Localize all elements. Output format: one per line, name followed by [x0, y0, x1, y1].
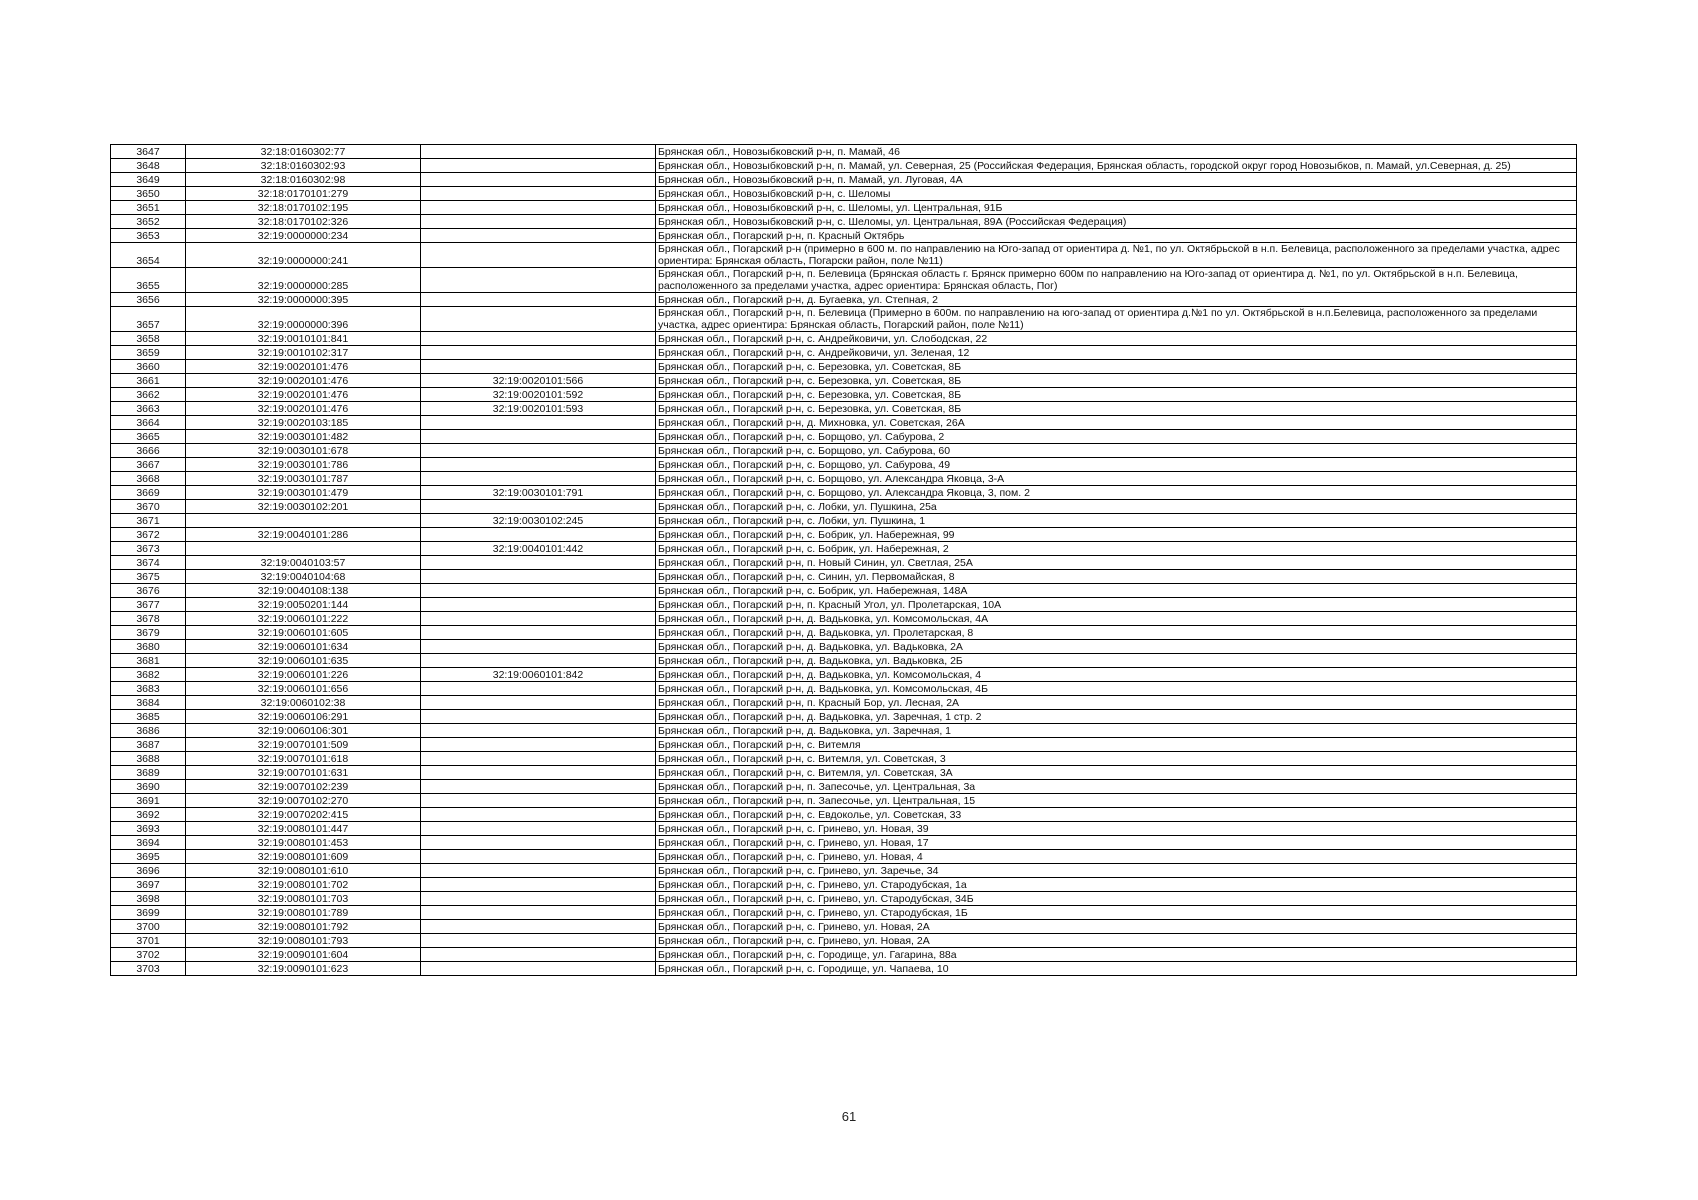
cadastral-number-cell: 32:18:0170101:279 — [186, 187, 421, 201]
table-row — [111, 173, 1577, 187]
address-cell: Брянская обл., Погарский р-н, п. Красный Угол, ул. Пролетарская, 10А — [656, 598, 1577, 612]
row-number-cell: 3677 — [111, 598, 186, 612]
table-row — [111, 640, 1577, 654]
cadastral-number-cell: 32:19:0000000:396 — [186, 307, 421, 332]
address-cell: Брянская обл., Погарский р-н, с. Витемля, ул. Советская, 3 — [656, 752, 1577, 766]
address-cell: Брянская обл., Погарский р-н, с. Березовка, ул. Советская, 8Б — [656, 388, 1577, 402]
cadastral-number-cell: 32:19:0020101:476 — [186, 388, 421, 402]
related-cadastral-number-cell — [421, 416, 656, 430]
cadastral-number-cell: 32:19:0090101:623 — [186, 962, 421, 976]
row-number-cell: 3648 — [111, 159, 186, 173]
table-row — [111, 360, 1577, 374]
address-cell: Брянская обл., Погарский р-н, с. Борщово, ул. Сабурова, 60 — [656, 444, 1577, 458]
table-row — [111, 556, 1577, 570]
table-row — [111, 668, 1577, 682]
row-number-cell: 3662 — [111, 388, 186, 402]
table-row — [111, 892, 1577, 906]
cadastral-number-cell: 32:19:0080101:792 — [186, 920, 421, 934]
related-cadastral-number-cell — [421, 682, 656, 696]
related-cadastral-number-cell: 32:19:0060101:842 — [421, 668, 656, 682]
address-cell: Брянская обл., Погарский р-н, д. Вадьковка, ул. Комсомольская, 4 — [656, 668, 1577, 682]
cadastral-number-cell: 32:19:0060106:291 — [186, 710, 421, 724]
address-cell: Брянская обл., Погарский р-н, с. Лобки, ул. Пушкина, 25а — [656, 500, 1577, 514]
address-cell: Брянская обл., Погарский р-н, с. Городище, ул. Чапаева, 10 — [656, 962, 1577, 976]
related-cadastral-number-cell: 32:19:0020101:593 — [421, 402, 656, 416]
table-row — [111, 864, 1577, 878]
address-cell: Брянская обл., Погарский р-н, с. Витемля, ул. Советская, 3А — [656, 766, 1577, 780]
table-row — [111, 416, 1577, 430]
cadastral-number-cell: 32:19:0090101:604 — [186, 948, 421, 962]
table-row — [111, 808, 1577, 822]
cadastral-number-cell: 32:19:0070102:239 — [186, 780, 421, 794]
table-row — [111, 229, 1577, 243]
cadastral-number-cell: 32:19:0040103:57 — [186, 556, 421, 570]
related-cadastral-number-cell — [421, 626, 656, 640]
row-number-cell: 3657 — [111, 307, 186, 332]
cadastral-number-cell: 32:19:0000000:241 — [186, 243, 421, 268]
cadastral-number-cell: 32:18:0160302:77 — [186, 145, 421, 159]
cadastral-number-cell: 32:19:0020101:476 — [186, 374, 421, 388]
related-cadastral-number-cell — [421, 850, 656, 864]
row-number-cell: 3679 — [111, 626, 186, 640]
cadastral-number-cell — [186, 514, 421, 528]
related-cadastral-number-cell — [421, 229, 656, 243]
cadastral-number-cell: 32:19:0080101:789 — [186, 906, 421, 920]
table-row — [111, 514, 1577, 528]
row-number-cell: 3696 — [111, 864, 186, 878]
row-number-cell: 3671 — [111, 514, 186, 528]
cadastral-number-cell: 32:19:0080101:702 — [186, 878, 421, 892]
table-row — [111, 458, 1577, 472]
row-number-cell: 3665 — [111, 430, 186, 444]
table-row — [111, 752, 1577, 766]
row-number-cell: 3674 — [111, 556, 186, 570]
related-cadastral-number-cell — [421, 201, 656, 215]
row-number-cell: 3673 — [111, 542, 186, 556]
cadastral-number-cell: 32:19:0020101:476 — [186, 360, 421, 374]
table-row — [111, 626, 1577, 640]
cadastral-number-cell: 32:19:0080101:703 — [186, 892, 421, 906]
row-number-cell: 3694 — [111, 836, 186, 850]
address-cell: Брянская обл., Новозыбковский р-н, с. Шеломы, ул. Центральная, 91Б — [656, 201, 1577, 215]
row-number-cell: 3654 — [111, 243, 186, 268]
cadastral-number-cell: 32:19:0070202:415 — [186, 808, 421, 822]
cadastral-number-cell: 32:19:0070101:631 — [186, 766, 421, 780]
table-row — [111, 836, 1577, 850]
cadastral-number-cell: 32:19:0080101:609 — [186, 850, 421, 864]
related-cadastral-number-cell — [421, 173, 656, 187]
table-row — [111, 822, 1577, 836]
table-row — [111, 850, 1577, 864]
register-table-body — [111, 145, 1577, 976]
related-cadastral-number-cell — [421, 570, 656, 584]
table-row — [111, 654, 1577, 668]
related-cadastral-number-cell: 32:19:0030102:245 — [421, 514, 656, 528]
address-cell: Брянская обл., Погарский р-н, с. Гринево, ул. Новая, 4 — [656, 850, 1577, 864]
address-cell: Брянская обл., Погарский р-н, с. Березовка, ул. Советская, 8Б — [656, 360, 1577, 374]
cadastral-number-cell: 32:19:0040101:286 — [186, 528, 421, 542]
address-cell: Брянская обл., Погарский р-н (примерно в 600 м. по направлению на Юго-запад от ориентира д. №1, по ул. Октябрьской в н.п. Белевица, расположенного за пределами участка, адрес ориентира: Брянская область, Погарски район, поле №11) — [656, 243, 1577, 268]
row-number-cell: 3650 — [111, 187, 186, 201]
address-cell: Брянская обл., Погарский р-н, с. Гринево, ул. Стародубская, 1а — [656, 878, 1577, 892]
table-row — [111, 374, 1577, 388]
cadastral-number-cell: 32:19:0080101:453 — [186, 836, 421, 850]
table-row — [111, 402, 1577, 416]
related-cadastral-number-cell — [421, 458, 656, 472]
table-row — [111, 444, 1577, 458]
table-row — [111, 920, 1577, 934]
related-cadastral-number-cell — [421, 332, 656, 346]
row-number-cell: 3702 — [111, 948, 186, 962]
table-row — [111, 201, 1577, 215]
table-row — [111, 145, 1577, 159]
related-cadastral-number-cell — [421, 640, 656, 654]
related-cadastral-number-cell — [421, 878, 656, 892]
related-cadastral-number-cell — [421, 584, 656, 598]
table-row — [111, 243, 1577, 268]
cadastral-number-cell: 32:19:0060101:634 — [186, 640, 421, 654]
address-cell: Брянская обл., Погарский р-н, п. Новый Синин, ул. Светлая, 25А — [656, 556, 1577, 570]
table-row — [111, 500, 1577, 514]
cadastral-number-cell: 32:19:0030102:201 — [186, 500, 421, 514]
cadastral-number-cell: 32:19:0070102:270 — [186, 794, 421, 808]
address-cell: Брянская обл., Погарский р-н, с. Борщово, ул. Сабурова, 49 — [656, 458, 1577, 472]
cadastral-number-cell: 32:19:0070101:509 — [186, 738, 421, 752]
address-cell: Брянская обл., Погарский р-н, д. Вадьковка, ул. Комсомольская, 4А — [656, 612, 1577, 626]
row-number-cell: 3690 — [111, 780, 186, 794]
cadastral-number-cell: 32:19:0080101:447 — [186, 822, 421, 836]
table-row — [111, 430, 1577, 444]
cadastral-number-cell: 32:19:0060101:605 — [186, 626, 421, 640]
address-cell: Брянская обл., Погарский р-н, с. Борщово, ул. Сабурова, 2 — [656, 430, 1577, 444]
related-cadastral-number-cell — [421, 934, 656, 948]
address-cell: Брянская обл., Погарский р-н, п. Запесочье, ул. Центральная, 15 — [656, 794, 1577, 808]
cadastral-number-cell: 32:19:0060102:38 — [186, 696, 421, 710]
cadastral-number-cell: 32:19:0030101:787 — [186, 472, 421, 486]
address-cell: Брянская обл., Погарский р-н, с. Гринево, ул. Новая, 17 — [656, 836, 1577, 850]
related-cadastral-number-cell — [421, 808, 656, 822]
row-number-cell: 3658 — [111, 332, 186, 346]
address-cell: Брянская обл., Погарский р-н, п. Белевица (Примерно в 600м. по направлению на юго-запад от ориентира д.№1 по ул. Октябрьской в н.п.Белевица, расположенного за пределами участка, адрес ориентира: Брянская область, Погарский район, поле №11) — [656, 307, 1577, 332]
address-cell: Брянская обл., Погарский р-н, д. Вадьковка, ул. Комсомольская, 4Б — [656, 682, 1577, 696]
row-number-cell: 3661 — [111, 374, 186, 388]
related-cadastral-number-cell — [421, 444, 656, 458]
related-cadastral-number-cell — [421, 243, 656, 268]
related-cadastral-number-cell — [421, 906, 656, 920]
cadastral-number-cell: 32:19:0080101:610 — [186, 864, 421, 878]
address-cell: Брянская обл., Погарский р-н, с. Бобрик, ул. Набережная, 148А — [656, 584, 1577, 598]
row-number-cell: 3701 — [111, 934, 186, 948]
related-cadastral-number-cell — [421, 836, 656, 850]
row-number-cell: 3647 — [111, 145, 186, 159]
related-cadastral-number-cell — [421, 738, 656, 752]
table-row — [111, 332, 1577, 346]
cadastral-number-cell: 32:19:0060101:226 — [186, 668, 421, 682]
table-row — [111, 598, 1577, 612]
table-row — [111, 906, 1577, 920]
row-number-cell: 3666 — [111, 444, 186, 458]
related-cadastral-number-cell — [421, 794, 656, 808]
row-number-cell: 3698 — [111, 892, 186, 906]
cadastral-number-cell: 32:18:0170102:195 — [186, 201, 421, 215]
related-cadastral-number-cell — [421, 920, 656, 934]
row-number-cell: 3687 — [111, 738, 186, 752]
row-number-cell: 3682 — [111, 668, 186, 682]
table-row — [111, 724, 1577, 738]
address-cell: Брянская обл., Погарский р-н, д. Вадьковка, ул. Заречная, 1 — [656, 724, 1577, 738]
address-cell: Брянская обл., Новозыбковский р-н, п. Мамай, 46 — [656, 145, 1577, 159]
related-cadastral-number-cell — [421, 822, 656, 836]
address-cell: Брянская обл., Новозыбковский р-н, с. Шеломы, ул. Центральная, 89А (Российская Федерация) — [656, 215, 1577, 229]
table-row — [111, 293, 1577, 307]
related-cadastral-number-cell — [421, 724, 656, 738]
cadastral-number-cell: 32:19:0030101:786 — [186, 458, 421, 472]
address-cell: Брянская обл., Погарский р-н, с. Гринево, ул. Заречье, 34 — [656, 864, 1577, 878]
related-cadastral-number-cell — [421, 293, 656, 307]
row-number-cell: 3691 — [111, 794, 186, 808]
cadastral-number-cell: 32:19:0030101:482 — [186, 430, 421, 444]
related-cadastral-number-cell — [421, 360, 656, 374]
row-number-cell: 3689 — [111, 766, 186, 780]
related-cadastral-number-cell — [421, 472, 656, 486]
cadastral-number-cell: 32:19:0040104:68 — [186, 570, 421, 584]
row-number-cell: 3660 — [111, 360, 186, 374]
table-row — [111, 584, 1577, 598]
address-cell: Брянская обл., Погарский р-н, с. Лобки, ул. Пушкина, 1 — [656, 514, 1577, 528]
table-row — [111, 766, 1577, 780]
related-cadastral-number-cell — [421, 307, 656, 332]
related-cadastral-number-cell: 32:19:0020101:592 — [421, 388, 656, 402]
related-cadastral-number-cell — [421, 780, 656, 794]
row-number-cell: 3672 — [111, 528, 186, 542]
related-cadastral-number-cell — [421, 528, 656, 542]
cadastral-number-cell: 32:19:0040108:138 — [186, 584, 421, 598]
row-number-cell: 3695 — [111, 850, 186, 864]
row-number-cell: 3686 — [111, 724, 186, 738]
address-cell: Брянская обл., Погарский р-н, с. Андрейковичи, ул. Слободская, 22 — [656, 332, 1577, 346]
address-cell: Брянская обл., Погарский р-н, с. Березовка, ул. Советская, 8Б — [656, 374, 1577, 388]
address-cell: Брянская обл., Погарский р-н, с. Городище, ул. Гагарина, 88а — [656, 948, 1577, 962]
row-number-cell: 3684 — [111, 696, 186, 710]
row-number-cell: 3668 — [111, 472, 186, 486]
table-row — [111, 346, 1577, 360]
row-number-cell: 3663 — [111, 402, 186, 416]
table-row — [111, 570, 1577, 584]
address-cell: Брянская обл., Погарский р-н, с. Витемля — [656, 738, 1577, 752]
table-row — [111, 948, 1577, 962]
cadastral-number-cell: 32:19:0080101:793 — [186, 934, 421, 948]
row-number-cell: 3670 — [111, 500, 186, 514]
address-cell: Брянская обл., Погарский р-н, с. Гринево, ул. Стародубская, 1Б — [656, 906, 1577, 920]
table-row — [111, 542, 1577, 556]
address-cell: Брянская обл., Погарский р-н, д. Вадьковка, ул. Пролетарская, 8 — [656, 626, 1577, 640]
table-row — [111, 878, 1577, 892]
table-row — [111, 962, 1577, 976]
table-row — [111, 472, 1577, 486]
address-cell: Брянская обл., Новозыбковский р-н, п. Мамай, ул. Луговая, 4А — [656, 173, 1577, 187]
table-row — [111, 710, 1577, 724]
address-cell: Брянская обл., Погарский р-н, с. Андрейковичи, ул. Зеленая, 12 — [656, 346, 1577, 360]
related-cadastral-number-cell: 32:19:0040101:442 — [421, 542, 656, 556]
cadastral-number-cell: 32:19:0020103:185 — [186, 416, 421, 430]
table-row — [111, 696, 1577, 710]
related-cadastral-number-cell — [421, 766, 656, 780]
related-cadastral-number-cell — [421, 268, 656, 293]
table-row — [111, 780, 1577, 794]
row-number-cell: 3656 — [111, 293, 186, 307]
table-row — [111, 187, 1577, 201]
row-number-cell: 3697 — [111, 878, 186, 892]
row-number-cell: 3692 — [111, 808, 186, 822]
row-number-cell: 3700 — [111, 920, 186, 934]
related-cadastral-number-cell — [421, 864, 656, 878]
table-row — [111, 794, 1577, 808]
cadastral-number-cell: 32:19:0070101:618 — [186, 752, 421, 766]
row-number-cell: 3693 — [111, 822, 186, 836]
cadastral-number-cell: 32:19:0060101:635 — [186, 654, 421, 668]
cadastral-number-cell — [186, 542, 421, 556]
table-row — [111, 738, 1577, 752]
cadastral-number-cell: 32:19:0050201:144 — [186, 598, 421, 612]
address-cell: Брянская обл., Погарский р-н, п. Запесочье, ул. Центральная, 3а — [656, 780, 1577, 794]
table-row — [111, 307, 1577, 332]
address-cell: Брянская обл., Погарский р-н, п. Красный Бор, ул. Лесная, 2А — [656, 696, 1577, 710]
cadastral-number-cell: 32:19:0000000:234 — [186, 229, 421, 243]
cadastral-number-cell: 32:19:0020101:476 — [186, 402, 421, 416]
cadastral-number-cell: 32:19:0000000:285 — [186, 268, 421, 293]
address-cell: Брянская обл., Погарский р-н, д. Вадьковка, ул. Заречная, 1 стр. 2 — [656, 710, 1577, 724]
related-cadastral-number-cell — [421, 892, 656, 906]
related-cadastral-number-cell — [421, 556, 656, 570]
row-number-cell: 3664 — [111, 416, 186, 430]
address-cell: Брянская обл., Погарский р-н, с. Гринево, ул. Новая, 2А — [656, 920, 1577, 934]
row-number-cell: 3652 — [111, 215, 186, 229]
related-cadastral-number-cell — [421, 500, 656, 514]
address-cell: Брянская обл., Погарский р-н, с. Бобрик, ул. Набережная, 99 — [656, 528, 1577, 542]
address-cell: Брянская обл., Погарский р-н, с. Евдоколье, ул. Советская, 33 — [656, 808, 1577, 822]
cadastral-number-cell: 32:19:0030101:678 — [186, 444, 421, 458]
row-number-cell: 3678 — [111, 612, 186, 626]
related-cadastral-number-cell — [421, 187, 656, 201]
address-cell: Брянская обл., Погарский р-н, д. Вадьковка, ул. Вадьковка, 2Б — [656, 654, 1577, 668]
address-cell: Брянская обл., Погарский р-н, п. Красный Октябрь — [656, 229, 1577, 243]
row-number-cell: 3675 — [111, 570, 186, 584]
row-number-cell: 3685 — [111, 710, 186, 724]
address-cell: Брянская обл., Погарский р-н, с. Гринево, ул. Новая, 39 — [656, 822, 1577, 836]
cadastral-number-cell: 32:19:0060106:301 — [186, 724, 421, 738]
table-row — [111, 528, 1577, 542]
row-number-cell: 3651 — [111, 201, 186, 215]
related-cadastral-number-cell — [421, 612, 656, 626]
cadastral-number-cell: 32:19:0000000:395 — [186, 293, 421, 307]
related-cadastral-number-cell — [421, 948, 656, 962]
related-cadastral-number-cell — [421, 598, 656, 612]
row-number-cell: 3680 — [111, 640, 186, 654]
table-row — [111, 159, 1577, 173]
related-cadastral-number-cell — [421, 962, 656, 976]
row-number-cell: 3649 — [111, 173, 186, 187]
related-cadastral-number-cell — [421, 145, 656, 159]
cadastral-number-cell: 32:18:0170102:326 — [186, 215, 421, 229]
related-cadastral-number-cell — [421, 654, 656, 668]
address-cell: Брянская обл., Погарский р-н, с. Синин, ул. Первомайская, 8 — [656, 570, 1577, 584]
property-register-table — [110, 144, 1577, 976]
address-cell: Брянская обл., Погарский р-н, с. Борщово, ул. Александра Яковца, 3, пом. 2 — [656, 486, 1577, 500]
cadastral-number-cell: 32:19:0030101:479 — [186, 486, 421, 500]
row-number-cell: 3703 — [111, 962, 186, 976]
table-row — [111, 682, 1577, 696]
related-cadastral-number-cell: 32:19:0030101:791 — [421, 486, 656, 500]
address-cell: Брянская обл., Погарский р-н, д. Бугаевка, ул. Степная, 2 — [656, 293, 1577, 307]
page-number: 61 — [841, 1109, 857, 1124]
address-cell: Брянская обл., Погарский р-н, с. Гринево, ул. Стародубская, 34Б — [656, 892, 1577, 906]
related-cadastral-number-cell: 32:19:0020101:566 — [421, 374, 656, 388]
table-row — [111, 486, 1577, 500]
related-cadastral-number-cell — [421, 430, 656, 444]
related-cadastral-number-cell — [421, 215, 656, 229]
address-cell: Брянская обл., Погарский р-н, д. Вадьковка, ул. Вадьковка, 2А — [656, 640, 1577, 654]
table-row — [111, 612, 1577, 626]
row-number-cell: 3653 — [111, 229, 186, 243]
cadastral-number-cell: 32:18:0160302:93 — [186, 159, 421, 173]
row-number-cell: 3688 — [111, 752, 186, 766]
address-cell: Брянская обл., Погарский р-н, с. Бобрик, ул. Набережная, 2 — [656, 542, 1577, 556]
row-number-cell: 3669 — [111, 486, 186, 500]
address-cell: Брянская обл., Новозыбковский р-н, с. Шеломы — [656, 187, 1577, 201]
related-cadastral-number-cell — [421, 710, 656, 724]
table-row — [111, 934, 1577, 948]
cadastral-number-cell: 32:18:0160302:98 — [186, 173, 421, 187]
cadastral-number-cell: 32:19:0010102:317 — [186, 346, 421, 360]
cadastral-number-cell: 32:19:0010101:841 — [186, 332, 421, 346]
table-row — [111, 388, 1577, 402]
related-cadastral-number-cell — [421, 696, 656, 710]
row-number-cell: 3681 — [111, 654, 186, 668]
address-cell: Брянская обл., Погарский р-н, д. Михновка, ул. Советская, 26А — [656, 416, 1577, 430]
related-cadastral-number-cell — [421, 159, 656, 173]
address-cell: Брянская обл., Погарский р-н, с. Березовка, ул. Советская, 8Б — [656, 402, 1577, 416]
row-number-cell: 3676 — [111, 584, 186, 598]
row-number-cell: 3699 — [111, 906, 186, 920]
address-cell: Брянская обл., Новозыбковский р-н, п. Мамай, ул. Северная, 25 (Российская Федерация, Брянская область, городской округ город Новозыбков, п. Мамай, ул.Северная, д. 25) — [656, 159, 1577, 173]
table-row — [111, 268, 1577, 293]
address-cell: Брянская обл., Погарский р-н, с. Гринево, ул. Новая, 2А — [656, 934, 1577, 948]
row-number-cell: 3683 — [111, 682, 186, 696]
related-cadastral-number-cell — [421, 752, 656, 766]
address-cell: Брянская обл., Погарский р-н, п. Белевица (Брянская область г. Брянск примерно 600м по направлению на Юго-запад от ориентира д. №1, по ул. Октябрьской в н.п. Белевица, расположенного за пределами участка, адрес ориентира: Брянская область, Пог) — [656, 268, 1577, 293]
table-row — [111, 215, 1577, 229]
cadastral-number-cell: 32:19:0060101:222 — [186, 612, 421, 626]
row-number-cell: 3655 — [111, 268, 186, 293]
cadastral-number-cell: 32:19:0060101:656 — [186, 682, 421, 696]
related-cadastral-number-cell — [421, 346, 656, 360]
row-number-cell: 3659 — [111, 346, 186, 360]
address-cell: Брянская обл., Погарский р-н, с. Борщово, ул. Александра Яковца, 3-А — [656, 472, 1577, 486]
row-number-cell: 3667 — [111, 458, 186, 472]
